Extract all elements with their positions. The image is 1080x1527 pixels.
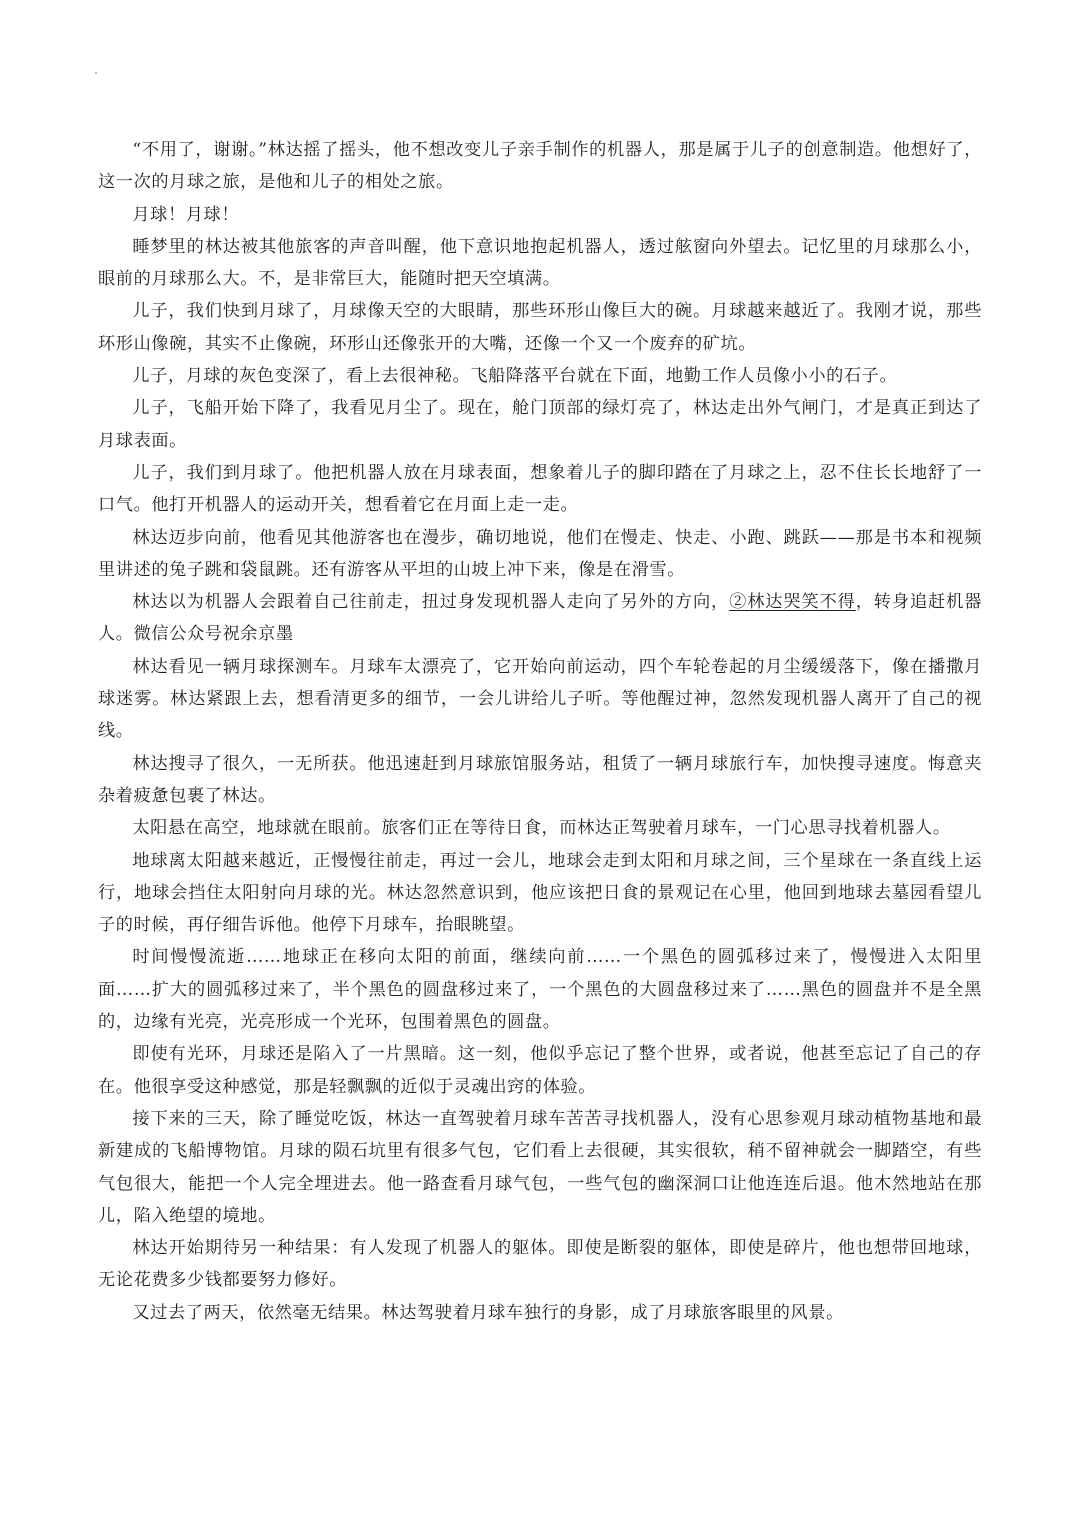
paragraph-16: 接下来的三天，除了睡觉吃饭，林达一直驾驶着月球车苦苦寻找机器人，没有心思参观月球动植物基地和最新建成的飞船博物馆。月球的陨石坑里有很多气包，它们看上去很硬，其实很软，稍不留神就会一脚踏空，有些气包很大，能把一个人完全埋进去。他一路查看月球气包，一些气包的幽深洞口让他连连后退。他木然地站在那儿，陷入绝望的境地。 (98, 1108, 982, 1226)
paragraph-11: 林达搜寻了很久，一无所获。他迅速赶到月球旅馆服务站，租赁了一辆月球旅行车，加快搜寻速度。悔意夹杂着疲惫包裹了林达。 (98, 753, 982, 806)
paragraph-17: 林达开始期待另一种结果：有人发现了机器人的躯体。即使是断裂的躯体，即使是碎片，他也想带回地球，无论花费多少钱都要努力修好。 (98, 1238, 982, 1291)
paragraph-9 (98, 586, 982, 651)
paragraph-1: “不用了，谢谢。”林达摇了摇头，他不想改变儿子亲手制作的机器人，那是属于儿子的创意制造。他想好了，这一次的月球之旅，是他和儿子的相处之旅。 (98, 140, 982, 193)
paragraph-12: 太阳悬在高空，地球就在眼前。旅客们正在等待日食，而林达正驾驶着月球车，一门心思寻找着机器人。 (132, 818, 951, 839)
paragraph-15: 即使有光环，月球还是陷入了一片黑暗。这一刻，他似乎忘记了整个世界，或者说，他甚至忘记了自己的存在。他很享受这种感觉，那是轻飘飘的近似于灵魂出窍的体验。 (98, 1044, 982, 1097)
story-body (98, 134, 982, 1329)
underlined-phrase: ②林达哭笑不得 (729, 592, 856, 613)
paragraph-10: 林达看见一辆月球探测车。月球车太漂亮了，它开始向前运动，四个车轮卷起的月尘缓缓落下，像在播撒月球迷雾。林达紧跟上去，想看清更多的细节，一会儿讲给儿子听。等他醒过神，忽然发现机器人离开了自己的视线。 (98, 656, 982, 742)
paragraph-13: 地球离太阳越来越近，正慢慢往前走，再过一会儿，地球会走到太阳和月球之间，三个星球在一条直线上运行，地球会挡住太阳射向月球的光。林达忽然意识到，他应该把日食的景观记在心里，他回到地球去墓园看望儿子的时候，再仔细告诉他。他停下月球车，抬眼眺望。 (98, 850, 982, 936)
paragraph-2: 月球！月球！ (132, 204, 240, 225)
paragraph-7: 儿子，我们到月球了。他把机器人放在月球表面，想象着儿子的脚印踏在了月球之上，忍不住长长地舒了一口气。他打开机器人的运动开关，想看着它在月面上走一走。 (98, 462, 982, 516)
paragraph-18: 又过去了两天，依然毫无结果。林达驾驶着月球车独行的身影，成了月球旅客眼里的风景。 (132, 1302, 844, 1323)
paragraph-9-after: ，转身追赶机器人。微信公众号祝余京墨 (98, 592, 983, 645)
scan-speck (95, 72, 97, 74)
paragraph-3: 睡梦里的林达被其他旅客的声音叫醒，他下意识地抱起机器人，透过舷窗向外望去。记忆里的月球那么小，眼前的月球那么大。不，是非常巨大，能随时把天空填满。 (98, 236, 982, 290)
paragraph-8: 林达迈步向前，他看见其他游客也在漫步，确切地说，他们在慢走、快走、小跑、跳跃——那是书本和视频里讲述的兔子跳和袋鼠跳。还有游客从平坦的山坡上冲下来，像是在滑雪。 (98, 527, 982, 580)
paragraph-9-before: 林达以为机器人会跟着自己往前走，扭过身发现机器人走向了另外的方向， (132, 592, 730, 613)
paragraph-14: 时间慢慢流逝……地球正在移向太阳的前面，继续向前……一个黑色的圆弧移过来了，慢慢进入太阳里面……扩大的圆弧移过来了，半个黑色的圆盘移过来了，一个黑色的大圆盘移过来了……黑色的圆盘并不是全黑的，边缘有光亮，光亮形成一个光环，包围着黑色的圆盘。 (98, 947, 982, 1033)
paragraph-5: 儿子，月球的灰色变深了，看上去很神秘。飞船降落平台就在下面，地勤工作人员像小小的石子。 (132, 366, 898, 387)
paragraph-4: 儿子，我们快到月球了，月球像天空的大眼睛，那些环形山像巨大的碗。月球越来越近了。我刚才说，那些环形山像碗，其实不止像碗，环形山还像张开的大嘴，还像一个又一个废弃的矿坑。 (98, 301, 982, 354)
paragraph-6: 儿子，飞船开始下降了，我看见月尘了。现在，舱门顶部的绿灯亮了，林达走出外气闸门，才是真正到达了月球表面。 (98, 398, 982, 451)
